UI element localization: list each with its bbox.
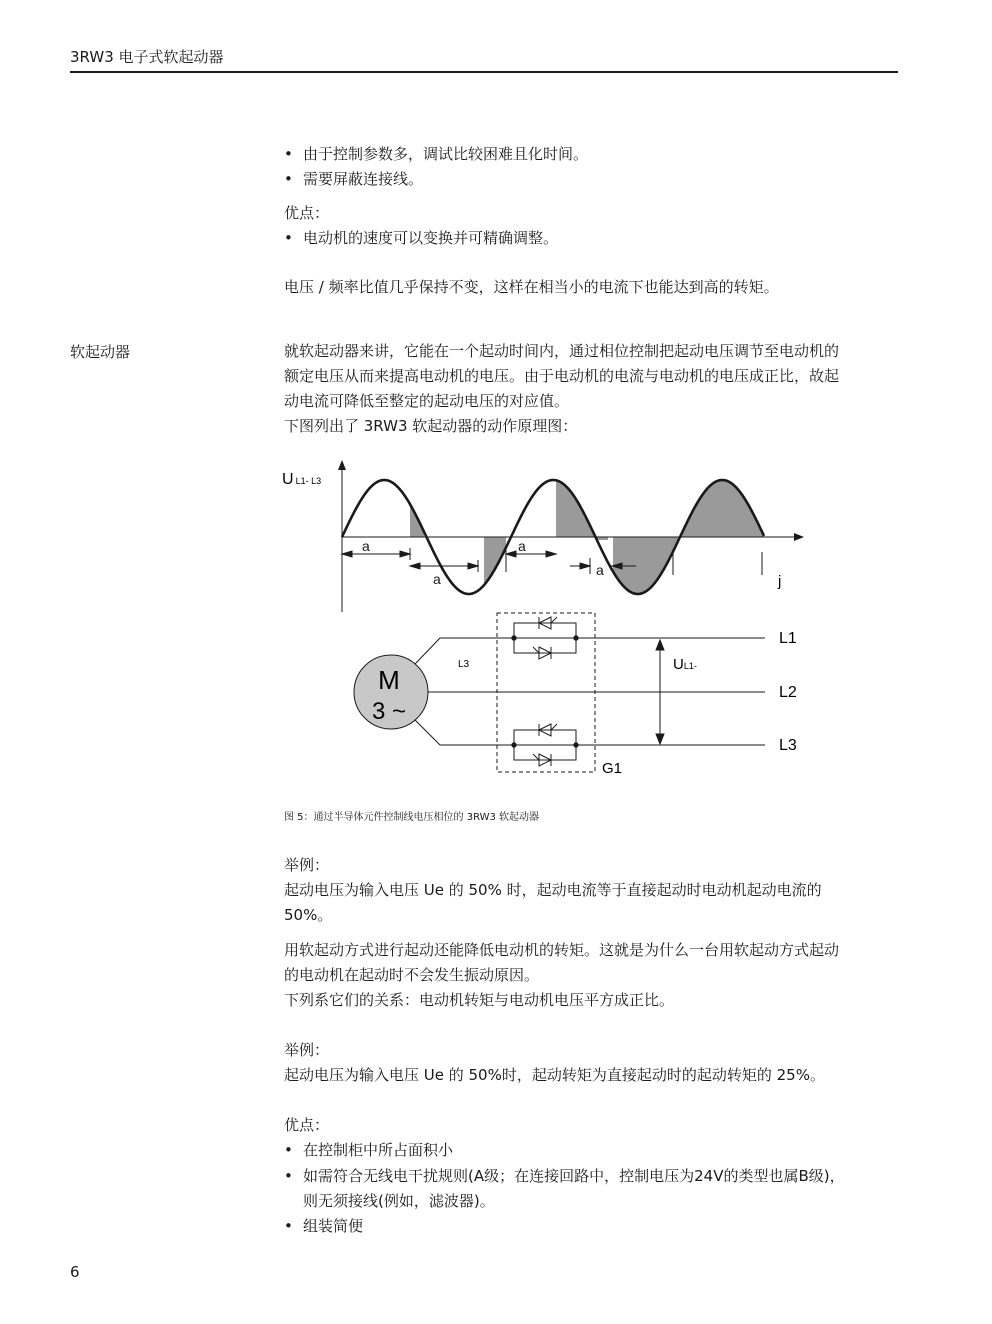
section-label: 软起动器 [70, 343, 131, 361]
disadvantage-item: 由于控制参数多，调试比较困难且化时间。 [303, 145, 589, 163]
voltage-label: UL1- [673, 656, 697, 673]
y-axis-arrow [338, 460, 346, 470]
angle-labels [362, 538, 604, 587]
angle-markers [342, 548, 762, 575]
bullet-dot: • [284, 229, 293, 247]
vf-paragraph: 电压 / 频率比值几乎保持不变，这样在相当小的电流下也能达到高的转矩。 [284, 278, 779, 296]
motor-label-top: M [378, 665, 400, 695]
soft-starter-paragraph-line: 就软起动器来讲，它能在一个起动时间内，通过相位控制把起动电压调节至电动机的 [284, 342, 840, 360]
example-line: 起动电压为输入电压 Ue 的 50%时，起动转矩为直接起动时的起动转矩的 25%。 [284, 1066, 825, 1084]
figure-caption: 图 5：通过半导体元件控制线电压相位的 3RW3 软起动器 [284, 812, 540, 823]
advantage-item: 在控制柜中所占面积小 [303, 1141, 454, 1159]
disadvantage-item: 需要屏蔽连接线。 [303, 170, 424, 188]
advantage-item: 如需符合无线电干扰规则(A级；在连接回路中，控制电压为24V的类型也属B级)， [303, 1167, 845, 1185]
line-l3-small-label: L3 [458, 659, 470, 670]
x-axis-label: j [778, 573, 782, 590]
line-label-l2: L2 [779, 684, 797, 701]
page-number: 6 [70, 1263, 80, 1281]
soft-starter-paragraph-line: 额定电压从而来提高电动机的电压。由于电动机的电流与电动机的电压成正比，故起 [284, 367, 840, 385]
bullet-dot: • [284, 1217, 293, 1235]
bullet-dot: • [284, 145, 293, 163]
example-line: 50%。 [284, 906, 333, 924]
svg-text:a: a [433, 571, 441, 587]
y-axis-label: U L1- L3 [282, 471, 322, 488]
torque-paragraph-line: 用软起动方式进行起动还能降低电动机的转矩。这就是为什么一台用软起动方式起动 [284, 941, 840, 959]
controller-label: G1 [602, 760, 623, 777]
line-label-l3: L3 [779, 737, 797, 754]
example-line: 起动电压为输入电压 Ue 的 50% 时，起动电流等于直接起动时电动机起动电流的 [284, 881, 822, 899]
power-lines [415, 638, 765, 745]
advantages-heading: 优点： [284, 1116, 330, 1134]
example-heading: 举例： [284, 1041, 330, 1059]
torque-paragraph-line: 下列系它们的关系：电动机转矩与电动机电压平方成正比。 [284, 991, 675, 1009]
soft-starter-paragraph-line: 下图列出了 3RW3 软起动器的动作原理图： [284, 417, 578, 435]
svg-text:a: a [362, 538, 370, 554]
soft-starter-paragraph-line: 动电流可降低至整定的起动电压的对应值。 [284, 392, 570, 410]
torque-paragraph-line: 的电动机在起动时不会发生振动原因。 [284, 966, 540, 984]
advantages-heading: 优点： [284, 204, 330, 222]
page-header-title: 3RW3 电子式软起动器 [70, 48, 224, 66]
bullet-dot: • [284, 1141, 293, 1159]
svg-text:a: a [596, 562, 604, 578]
advantage-item: 电动机的速度可以变换并可精确调整。 [303, 229, 559, 247]
example-heading: 举例： [284, 856, 330, 874]
x-axis-arrow [794, 533, 804, 541]
line-label-l1: L1 [779, 630, 797, 647]
bullet-dot: • [284, 1167, 293, 1185]
motor-label-bottom: 3 ~ [371, 698, 407, 725]
svg-text:a: a [518, 538, 526, 554]
advantage-item-continued: 则无须接线(例如，滤波器)。 [303, 1192, 495, 1210]
advantage-item: 组装简便 [303, 1217, 364, 1235]
bullet-dot: • [284, 170, 293, 188]
